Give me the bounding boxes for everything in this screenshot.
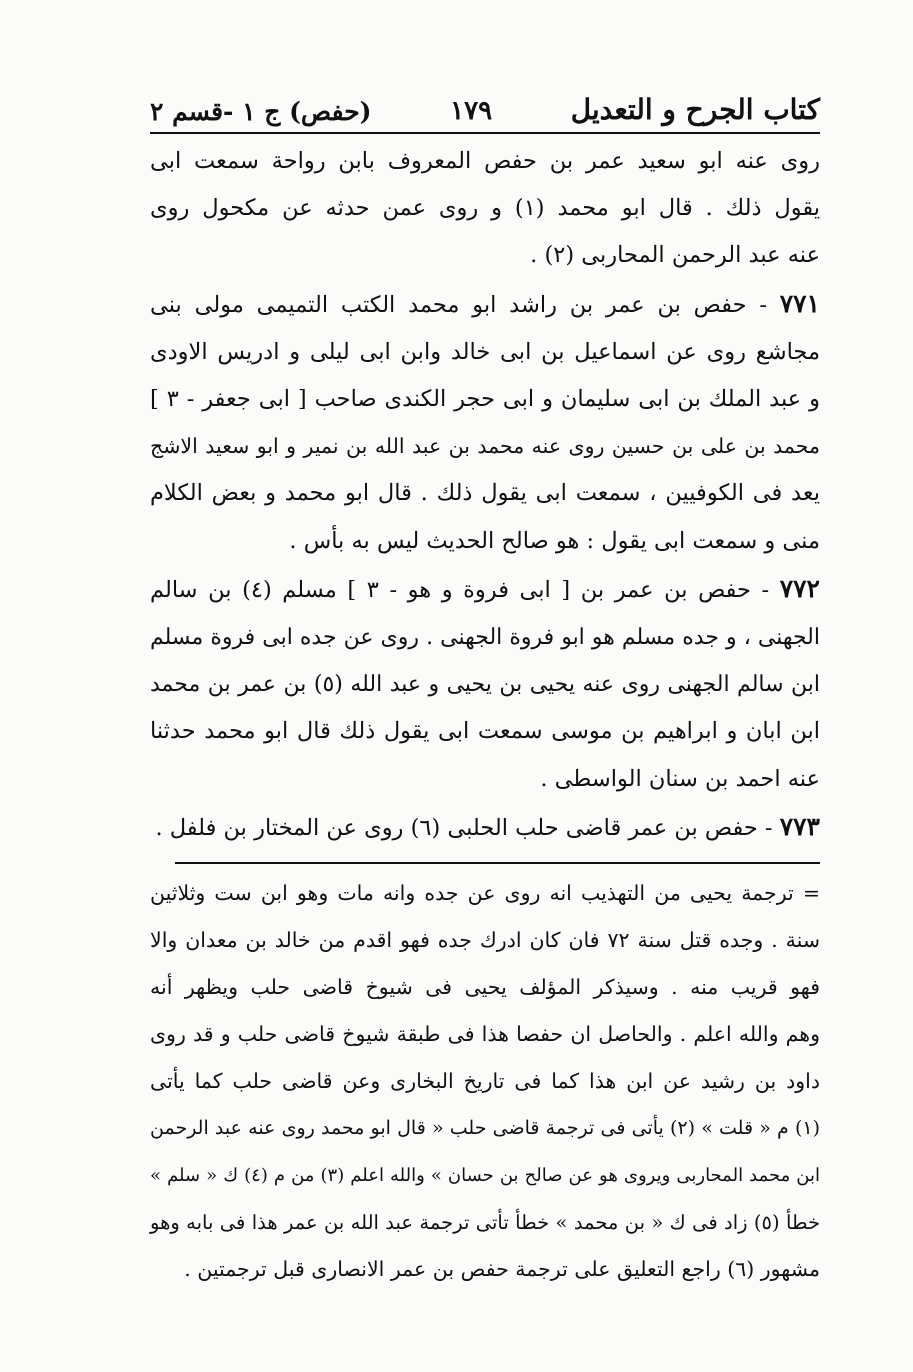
text-line: روى عنه ابو سعيد عمر بن حفص المعروف بابن رواحة سمعت ابى xyxy=(150,148,820,174)
footnote-line: = ترجمة يحيى من التهذيب انه روى عن جده وانه مات وهو ابن ست وثلاثين xyxy=(150,881,820,906)
footnotes xyxy=(150,870,820,1293)
main-text xyxy=(150,138,820,852)
footnote-line: داود بن رشيد عن ابن هذا كما فى تاريخ البخارى وعن قاضى حلب كما يأتى xyxy=(150,1069,820,1094)
footnote-line: (١) م « قلت » (٢) يأتى فى ترجمة قاضى حلب « قال ابو محمد روى عنه عبد الرحمن xyxy=(150,1117,820,1140)
text-line xyxy=(150,280,820,329)
text-line: عنه احمد بن سنان الواسطى . xyxy=(540,765,820,792)
footnote-line: سنة . وجده قتل سنة ٧٢ فان كان ادرك جده فهو اقدم من خالد بن معدان والا xyxy=(150,928,821,953)
text-line xyxy=(150,565,820,614)
text-line: عنه عبد الرحمن المحاربى (٢) . xyxy=(530,242,820,269)
text-line: يعد فى الكوفيين ، سمعت ابى يقول ذلك . قال ابو محمد و بعض الكلام xyxy=(150,480,820,507)
entry-text: - حفص بن عمر قاضى حلب الحلبى (٦) روى عن المختار بن فلفل . xyxy=(155,814,773,841)
text-line: يقول ذلك . قال ابو محمد (١) و روى عمن حدثه عن مكحول روى xyxy=(150,195,820,222)
header-rule xyxy=(150,132,820,134)
entry-number: ٧٧١ xyxy=(779,288,820,318)
section-label: (حفص) ج ١ -قسم ٢ xyxy=(150,97,372,126)
page-header xyxy=(150,66,820,126)
text-line: الجهنى ، و جده مسلم هو ابو فروة الجهنى . روى عن جده ابى فروة مسلم xyxy=(150,625,820,651)
text-line: مجاشع روى عن اسماعيل بن ابى خالد وابن ابى ليلى و ادريس الاودى xyxy=(150,338,820,365)
text-line: محمد بن على بن حسين روى عنه محمد بن عبد الله بن نمير و ابو سعيد الاشج xyxy=(150,434,820,459)
footnote-line: وهم والله اعلم . والحاصل ان حفصا هذا فى طبقة شيوخ قاضى حلب و قد روى xyxy=(150,1022,820,1047)
footnote-line: مشهور (٦) راجع التعليق على ترجمة حفص بن عمر الانصارى قبل ترجمتين . xyxy=(184,1257,820,1282)
text-line: ابن سالم الجهنى روى عنه يحيى بن يحيى و عبد الله (٥) بن عمر بن محمد xyxy=(150,672,820,698)
entry-773 xyxy=(150,803,820,852)
entry-text: - حفص بن عمر بن راشد ابو محمد الكتب التميمى مولى بنى xyxy=(150,291,767,318)
page-number: ١٧٩ xyxy=(450,96,493,126)
text-line: ابن ابان و ابراهيم بن موسى سمعت ابى يقول ذلك قال ابو محمد حدثنا xyxy=(150,718,820,745)
entry-text: - حفص بن عمر بن [ ابى فروة و هو - ٣ ] مسلم (٤) بن سالم xyxy=(150,576,770,603)
footnote-line: فهو قريب منه . وسيذكر المؤلف يحيى فى شيوخ قاضى حلب ويظهر أنه xyxy=(150,975,820,1000)
footnote-rule xyxy=(175,862,820,864)
entry-number: ٧٧٣ xyxy=(779,811,820,841)
footnote-line: ابن محمد المحاربى ويروى هو عن صالح بن حسان » والله اعلم (٣) من م (٤) ك « سلم » xyxy=(150,1165,821,1187)
footnote-line: خطأ (٥) زاد فى ك « بن محمد » خطأ تأتى ترجمة عبد الله بن عمر هذا فى بابه وهو xyxy=(150,1211,820,1235)
document-page xyxy=(150,66,820,1293)
text-line xyxy=(150,803,820,852)
text-line: منى و سمعت ابى يقول : هو صالح الحديث ليس به بأس . xyxy=(289,527,820,554)
entry-771 xyxy=(150,280,820,565)
entry-number: ٧٧٢ xyxy=(779,573,820,603)
text-line: و عبد الملك بن ابى سليمان و ابى حجر الكندى صاحب [ ابى جعفر - ٣ ] xyxy=(150,386,820,413)
intro-paragraph xyxy=(150,138,820,280)
entry-772 xyxy=(150,565,820,803)
book-title: كتاب الجرح و التعديل xyxy=(570,93,820,126)
